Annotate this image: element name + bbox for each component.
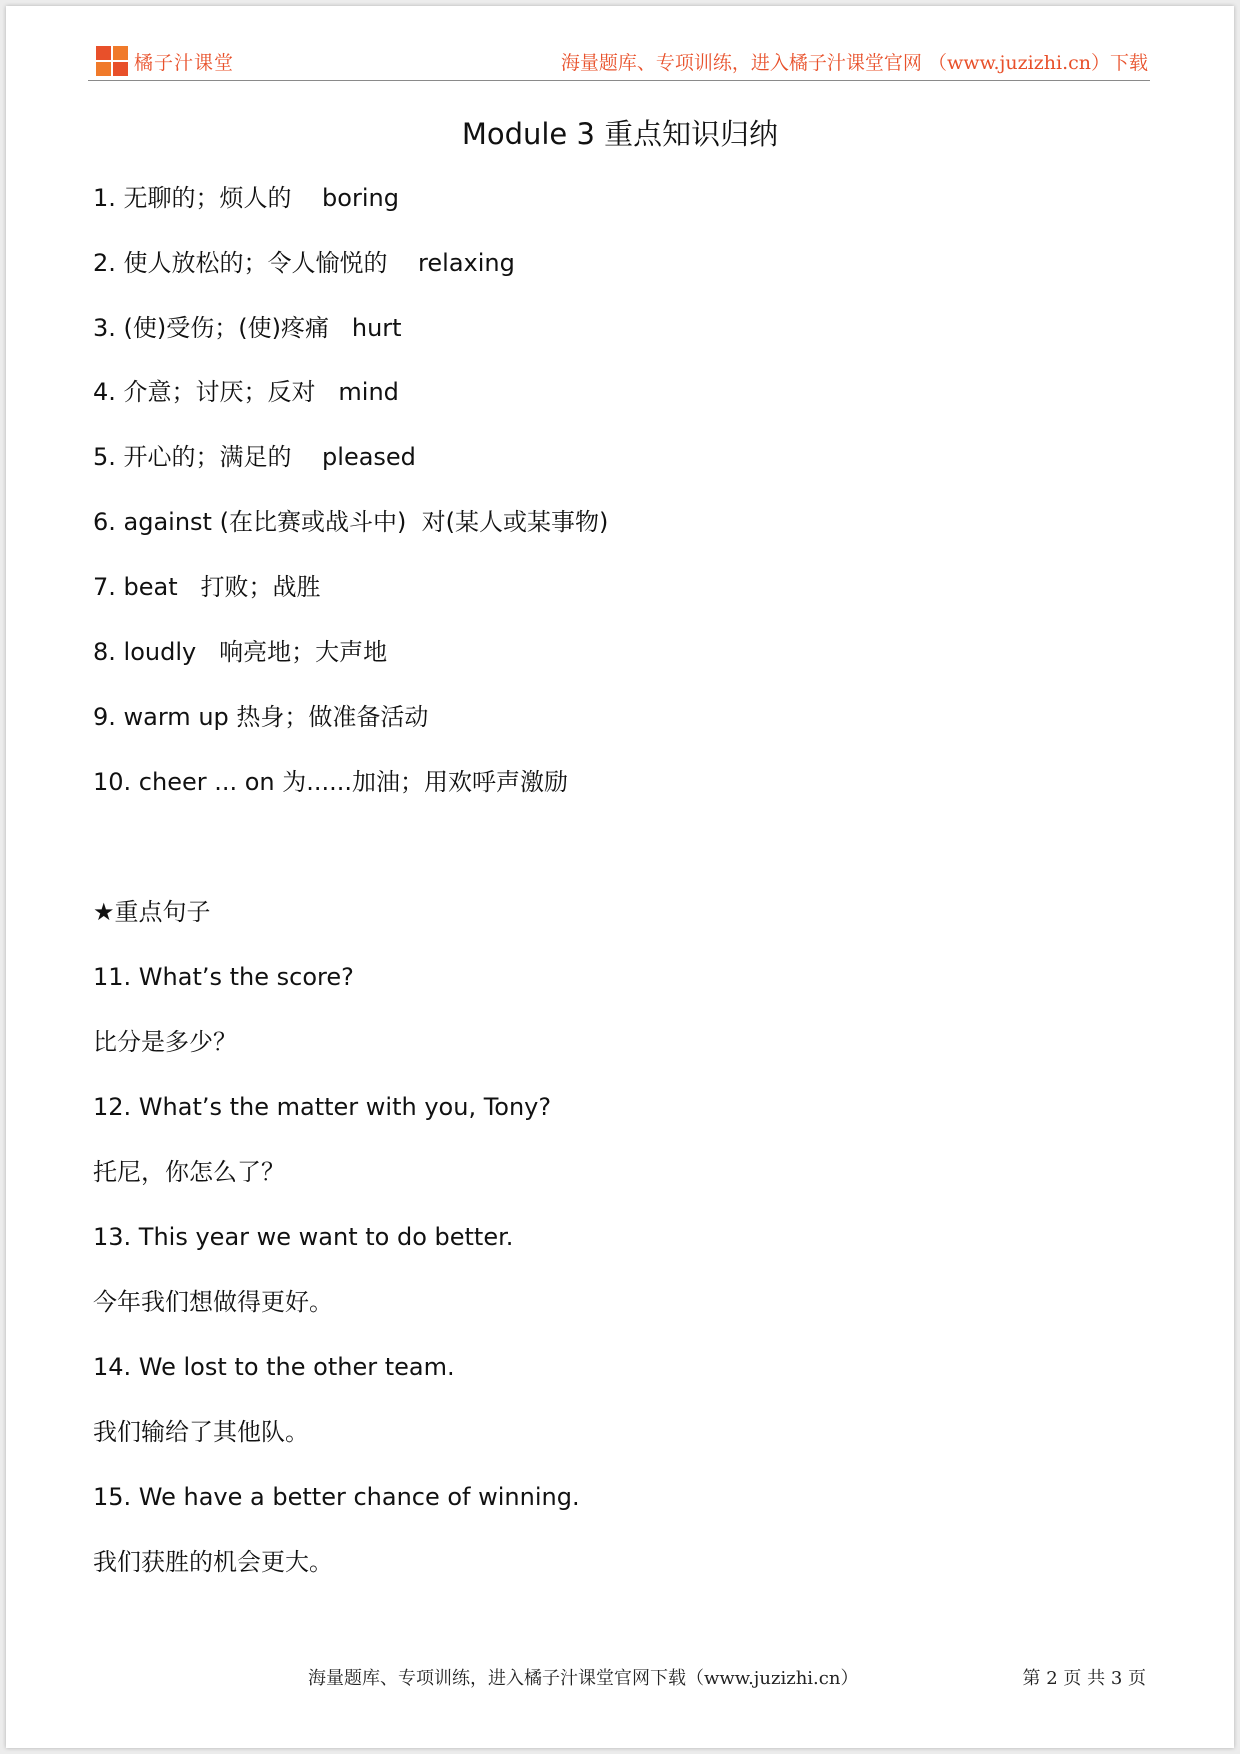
sentence-english: 14. We lost to the other team. bbox=[93, 1353, 455, 1381]
logo bbox=[96, 46, 234, 76]
vocab-item: 7. beat 打败；战胜 bbox=[93, 573, 321, 601]
page-title: Module 3 重点知识归纳 bbox=[461, 117, 779, 151]
sentence-chinese: 比分是多少？ bbox=[93, 1028, 237, 1056]
sentence-english: 11. What’s the score? bbox=[93, 963, 354, 991]
footer-slogan: 海量题库、专项训练，进入橘子汁课堂官网下载（www.juzizhi.cn） bbox=[308, 1668, 859, 1689]
vocab-item: 9. warm up 热身；做准备活动 bbox=[93, 703, 429, 731]
logo-text: 橘子汁课堂 bbox=[134, 51, 235, 74]
vocab-item: 6. against (在比赛或战斗中) 对(某人或某事物) bbox=[93, 508, 609, 536]
vocab-item: 1. 无聊的；烦人的 boring bbox=[93, 184, 399, 212]
vocab-item: 4. 介意；讨厌；反对 mind bbox=[93, 378, 399, 406]
vocab-item: 2. 使人放松的；令人愉悦的 relaxing bbox=[93, 249, 515, 277]
sentence-english: 15. We have a better chance of winning. bbox=[93, 1483, 580, 1511]
vocab-item: 8. loudly 响亮地；大声地 bbox=[93, 638, 388, 666]
sentence-chinese: 今年我们想做得更好。 bbox=[93, 1288, 333, 1316]
logo-squares-icon bbox=[96, 46, 130, 76]
sentence-chinese: 我们获胜的机会更大。 bbox=[93, 1548, 333, 1576]
page-header bbox=[88, 38, 1150, 81]
sentence-chinese: 托尼，你怎么了？ bbox=[93, 1158, 285, 1186]
header-slogan: 海量题库、专项训练，进入橘子汁课堂官网 （www.juzizhi.cn）下载 bbox=[560, 52, 1148, 74]
sentence-english: 12. What’s the matter with you, Tony? bbox=[93, 1093, 552, 1121]
sentence-english: 13. This year we want to do better. bbox=[93, 1223, 514, 1251]
page-number: 第 2 页 共 3 页 bbox=[1022, 1668, 1146, 1689]
vocab-item: 3. (使)受伤；(使)疼痛 hurt bbox=[93, 314, 402, 342]
vocab-item: 5. 开心的；满足的 pleased bbox=[93, 443, 416, 471]
sentences-heading: ★重点句子 bbox=[93, 898, 211, 926]
vocab-item: 10. cheer ... on 为......加油；用欢呼声激励 bbox=[93, 768, 569, 796]
sentence-chinese: 我们输给了其他队。 bbox=[93, 1418, 309, 1446]
